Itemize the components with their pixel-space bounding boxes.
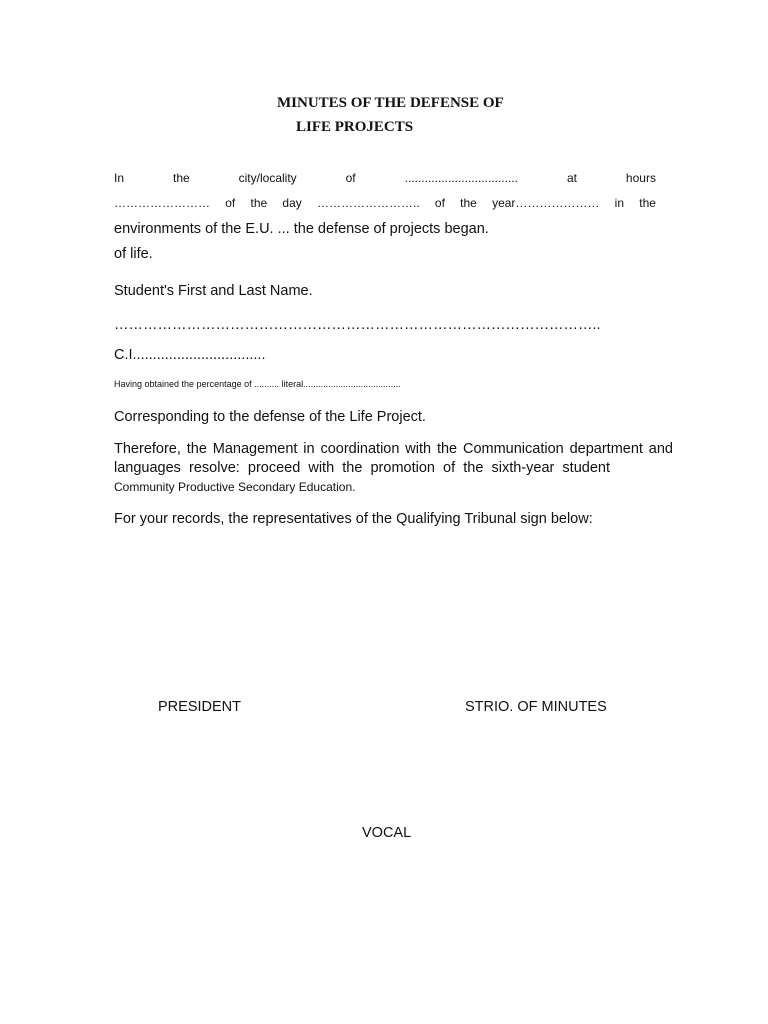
records-line: For your records, the representatives of the Qualifying Tribunal sign below: xyxy=(114,511,593,527)
word: the xyxy=(639,196,656,210)
word: of xyxy=(225,196,236,210)
secretary-signature-label: STRIO. OF MINUTES xyxy=(465,699,607,715)
day-blank: …………………….. xyxy=(317,196,420,210)
resolution-line-2: languages resolve: proceed with the promotion of the sixth-year student xyxy=(114,460,610,476)
word: at xyxy=(566,171,577,185)
day-year-line xyxy=(114,196,656,210)
document-title-line-2: LIFE PROJECTS xyxy=(296,119,414,135)
word: day xyxy=(282,196,302,210)
word: the xyxy=(460,196,477,210)
document-title-line-1: MINUTES OF THE DEFENSE OF xyxy=(277,95,504,111)
word: of xyxy=(434,196,445,210)
student-name-label: Student's First and Last Name. xyxy=(114,283,313,299)
corresponding-line: Corresponding to the defense of the Life Project. xyxy=(114,409,426,425)
resolution-line-1: Therefore, the Management in coordination with the Communication department and xyxy=(114,441,673,457)
city-blank: .................................. xyxy=(404,171,518,185)
ci-line: C.I................................. xyxy=(114,347,266,363)
vocal-signature-label: VOCAL xyxy=(362,825,412,841)
hours-blank: …………………… xyxy=(114,196,210,210)
resolution-line-3: Community Productive Secondary Education. xyxy=(114,480,356,494)
city-hours-line xyxy=(114,171,656,185)
percentage-line: Having obtained the percentage of .......... literal....................................... xyxy=(114,379,401,389)
word: city/locality xyxy=(238,171,297,185)
word: in xyxy=(614,196,624,210)
word: of xyxy=(345,171,356,185)
word: hours xyxy=(625,171,656,185)
year-blank: year………………… xyxy=(492,196,600,210)
word: the xyxy=(172,171,190,185)
environments-line: environments of the E.U. ... the defense of projects began. xyxy=(114,221,489,237)
president-signature-label: PRESIDENT xyxy=(158,699,241,715)
student-name-blank: ……………………………………………………………………………………….. xyxy=(114,317,601,333)
word: In xyxy=(114,171,125,185)
of-life-line: of life. xyxy=(114,246,153,262)
word: the xyxy=(250,196,268,210)
